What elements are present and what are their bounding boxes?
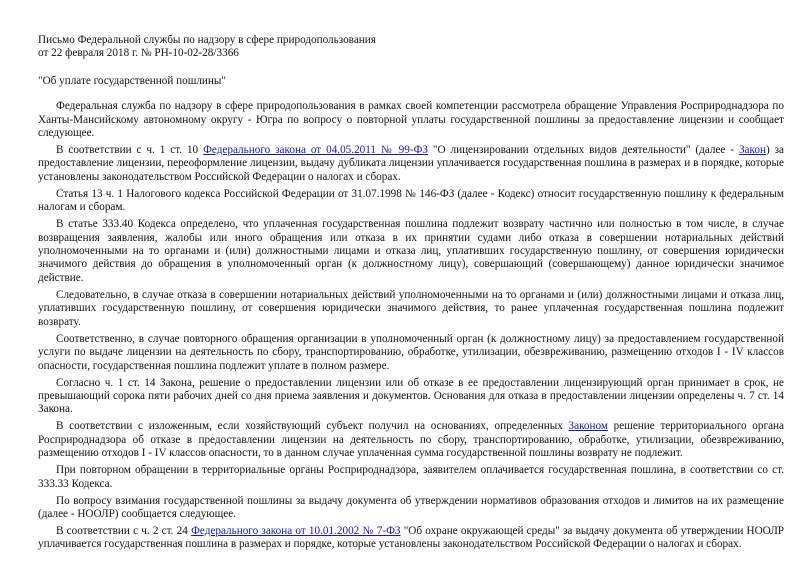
- paragraph-3: Статья 13 ч. 1 Налогового кодекса Российской Федерации от 31.07.1998 № 146-ФЗ (далее - Кодекс) относит государственную пошлину к федеральным налогам и сборам.: [38, 187, 784, 214]
- paragraph-7: Согласно ч. 1 ст. 14 Закона, решение о предоставлении лицензии или об отказе в ее предоставлении лицензирующий орган принимает в срок, не превышающий сорока пяти рабочих дней со дня приема заявления и документов. Основания для отказа в предоставлении лицензии определены ч. 7 ст. 14 Закона.: [38, 376, 784, 416]
- paragraph-11-text-b: "Об охране окружающей среды" за выдачу документа об утверждении НООЛР уплачивается государственная пошлина в размерах и порядке, которые установлены законодательством Российской Федерации о налогах и сборах.: [38, 524, 785, 551]
- paragraph-2-text-b: "О лицензировании отдельных видов деятельности" (далее -: [428, 144, 739, 157]
- paragraph-10: По вопросу взимания государственной пошлины за выдачу документа об утверждении нормативов образования отходов и лимитов на их размещение (далее - НООЛР) сообщается следующее.: [38, 494, 784, 520]
- paragraph-8-text-a: В соответствии с изложенным, если хозяйствующий субъект получил на основаниях, определенных: [56, 420, 569, 433]
- document-body: [38, 34, 784, 555]
- paragraph-4: В статье 333.40 Кодекса определено, что уплаченная государственная пошлина подлежит возврату частично или полностью в том числе, в случае возвращения заявления, жалобы или иного обращения или отказа в их принятии судами либо отказа в совершении нотариальных действий уполномоченными на то органами и (или) должностными лицами и отказа лиц, уплативших государственную пошлину, от совершения юридически значимого действия до обращения в уполномоченный орган (к должностному лицу), совершающий (совершающему) данное юридически значимое действие.: [38, 218, 784, 284]
- law-99-fz-link[interactable]: Федерального закона от 04.05.2011 № 99-ФЗ: [203, 144, 429, 157]
- law-short-link[interactable]: Закон: [738, 144, 766, 157]
- paragraph-11: [38, 525, 784, 552]
- paragraph-1: Федеральная служба по надзору в сфере природопользования в рамках своей компетенции рассмотрела обращение Управления Росприроднадзора по Ханты-Мансийскому автономному округу - Югра по вопросу о повторной уплаты государственной пошлины за предоставление лицензии и сообщает следующее.: [38, 100, 784, 140]
- paragraph-2-text-a: В соответствии с ч. 1 ст. 10: [56, 144, 204, 157]
- paragraph-6: Соответственно, в случае повторного обращения организации в уполномоченный орган (к должностному лицу) за предоставлением государственной услуги по выдаче лицензии на деятельность по сбору, транспортированию, обработке, утилизации, обезвреживанию, размещению отходов I - IV классов опасности, государственная пошлина подлежит уплате в полном размере.: [38, 332, 784, 372]
- law-zakonom-link[interactable]: Законом: [568, 420, 608, 433]
- paragraph-2-text-c: ) за предоставление лицензии, переоформление лицензии, выдачу дубликата лицензии уплачивается государственная пошлина в размерах и в порядке, которые установлены законодательством Российской Федерации о налогах и сборах.: [38, 144, 785, 183]
- letter-date-number: от 22 февраля 2018 г. № РН-10-02-28/3366: [38, 47, 239, 60]
- letter-header: [38, 34, 784, 61]
- paragraph-8: [38, 420, 784, 460]
- paragraph-11-text-a: В соответствии с ч. 2 ст. 24: [56, 524, 192, 537]
- paragraph-8-text-b: решение территориального органа Росприроднадзора об отказе в предоставлении лицензии на деятельность по сбору, транспортированию, обработке, утилизации, обезвреживанию, размещению отходов I - IV классов опасности, то в данном случае уплаченная сумма государственной пошлины возврату не подлежит.: [38, 420, 784, 460]
- law-7-fz-link[interactable]: Федерального закона от 10.01.2002 № 7-ФЗ: [191, 524, 401, 537]
- paragraph-9: При повторном обращении в территориальные органы Росприроднадзора, заявителем оплачивается государственная пошлина, в соответствии со ст. 333.33 Кодекса.: [38, 464, 784, 490]
- paragraph-2: [38, 144, 784, 184]
- letter-issuer: Письмо Федеральной службы по надзору в сфере природопользования: [38, 34, 376, 46]
- paragraph-5: Следовательно, в случае отказа в совершении нотариальных действий уполномоченными на то органами и (или) должностными лицами и отказа лиц, уплативших государственную пошлину, от совершения юридически значимого действия, то ранее уплаченная государственная пошлина подлежит возврату.: [38, 288, 784, 328]
- letter-subject: "Об уплате государственной пошлины": [38, 74, 226, 87]
